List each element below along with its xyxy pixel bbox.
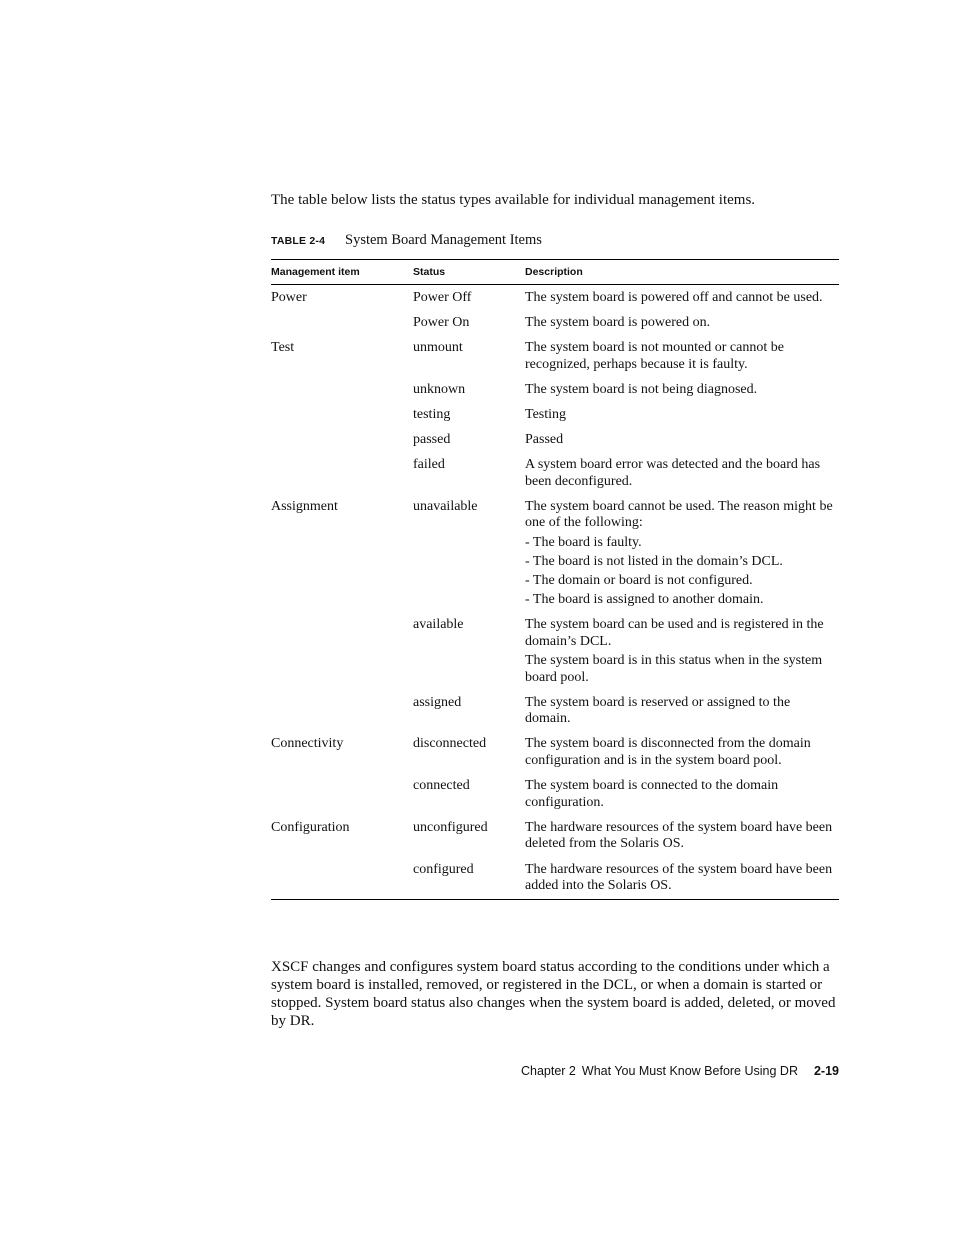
description-line: The system board is powered off and cannot be used. [525, 290, 823, 305]
cell-description [525, 285, 839, 311]
description-line: The system board is not being diagnosed. [525, 381, 758, 397]
cell-management-item [271, 427, 413, 452]
cell-description [525, 731, 839, 773]
description-line: The hardware resources of the system board have been deleted from the Solaris OS. [525, 819, 833, 852]
intro-paragraph: The table below lists the status types available for individual management items. [271, 192, 756, 208]
description-line: The system board can be used and is registered in the domain’s DCL. [525, 617, 824, 649]
cell-management-item: Test [271, 340, 295, 356]
cell-status: unknown [413, 381, 466, 397]
cell-management-item [271, 612, 413, 689]
description-line: The system board is connected to the domain configuration. [525, 778, 779, 810]
cell-management-item [271, 773, 413, 815]
cell-description [525, 377, 839, 402]
cell-status: available [413, 617, 464, 633]
header-management-item: Management item [271, 260, 413, 285]
cell-management-item [271, 452, 413, 494]
table-row [271, 731, 839, 773]
page-footer [271, 1063, 839, 1079]
cell-description [525, 452, 839, 494]
cell-status: assigned [413, 694, 462, 710]
table-caption [271, 231, 542, 251]
cell-status: Power Off [413, 290, 472, 305]
cell-management-item: Configuration [271, 819, 350, 835]
table-row [271, 815, 839, 857]
cell-description [525, 612, 839, 689]
cell-management-item: Assignment [271, 498, 338, 514]
table-row [271, 402, 839, 427]
table-row [271, 310, 839, 335]
footer-chapter: Chapter 2 [520, 1064, 576, 1078]
cell-status: disconnected [413, 736, 487, 752]
description-line: - The board is faulty. [525, 534, 642, 550]
footer-page-number: 2-19 [813, 1064, 839, 1078]
description-line: The system board cannot be used. The reason might be one of the following: [525, 498, 833, 531]
description-line: - The domain or board is not configured. [525, 573, 753, 588]
table-row [271, 452, 839, 494]
cell-management-item [271, 690, 413, 732]
description-line: - The board is assigned to another domain. [525, 592, 764, 608]
table-row [271, 612, 839, 689]
table-row [271, 857, 839, 900]
cell-description [525, 494, 839, 612]
cell-management-item: Connectivity [271, 736, 344, 752]
cell-status: Power On [413, 315, 470, 331]
description-line: Passed [525, 432, 564, 448]
footer-chapter-title: What You Must Know Before Using DR [581, 1064, 798, 1078]
header-status: Status [413, 260, 525, 285]
description-line: The system board is powered on. [525, 315, 711, 331]
table-row [271, 690, 839, 732]
cell-management-item [271, 857, 413, 900]
cell-status: configured [413, 861, 474, 877]
cell-status: unconfigured [413, 819, 488, 835]
cell-description [525, 427, 839, 452]
cell-status: unmount [413, 340, 463, 356]
header-description: Description [525, 260, 839, 285]
cell-status: passed [413, 432, 451, 448]
cell-status: connected [413, 778, 470, 794]
description-line: - The board is not listed in the domain’s DCL. [525, 553, 783, 569]
table-row [271, 773, 839, 815]
cell-management-item [271, 310, 413, 335]
table-row [271, 494, 839, 612]
description-line: The system board is in this status when in the system board pool. [525, 653, 823, 685]
description-line: The system board is reserved or assigned to the domain. [525, 694, 791, 727]
description-line: A system board error was detected and the board has been deconfigured. [525, 457, 821, 489]
cell-description [525, 690, 839, 732]
table-row [271, 427, 839, 452]
table-label: TABLE 2-4 [271, 235, 326, 247]
cell-description [525, 815, 839, 857]
cell-management-item [271, 377, 413, 402]
cell-status: testing [413, 406, 451, 422]
table-row [271, 377, 839, 402]
cell-description [525, 857, 839, 900]
management-items-table [271, 259, 839, 900]
table-row [271, 285, 839, 311]
description-line: The hardware resources of the system board have been added into the Solaris OS. [525, 861, 833, 894]
cell-description [525, 402, 839, 427]
cell-management-item [271, 402, 413, 427]
closing-paragraph: XSCF changes and configures system board status according to the conditions under which a system board is installed, removed, or registered in the DCL, or when a domain is started or stopped. System board status also changes when the system board is added, deleted, or moved by DR. [271, 959, 836, 1029]
table-title: System Board Management Items [345, 232, 542, 248]
cell-description [525, 310, 839, 335]
table-body [271, 285, 839, 900]
description-line: The system board is not mounted or cannot be recognized, perhaps because it is faulty. [525, 340, 784, 372]
description-line: The system board is disconnected from the domain configuration and is in the system board pool. [525, 736, 811, 769]
table-header-row [271, 260, 839, 285]
table-row [271, 335, 839, 377]
cell-description [525, 773, 839, 815]
cell-description [525, 335, 839, 377]
description-line: Testing [525, 406, 567, 422]
cell-management-item: Power [271, 290, 307, 305]
cell-status: unavailable [413, 498, 478, 514]
cell-status: failed [413, 457, 445, 473]
